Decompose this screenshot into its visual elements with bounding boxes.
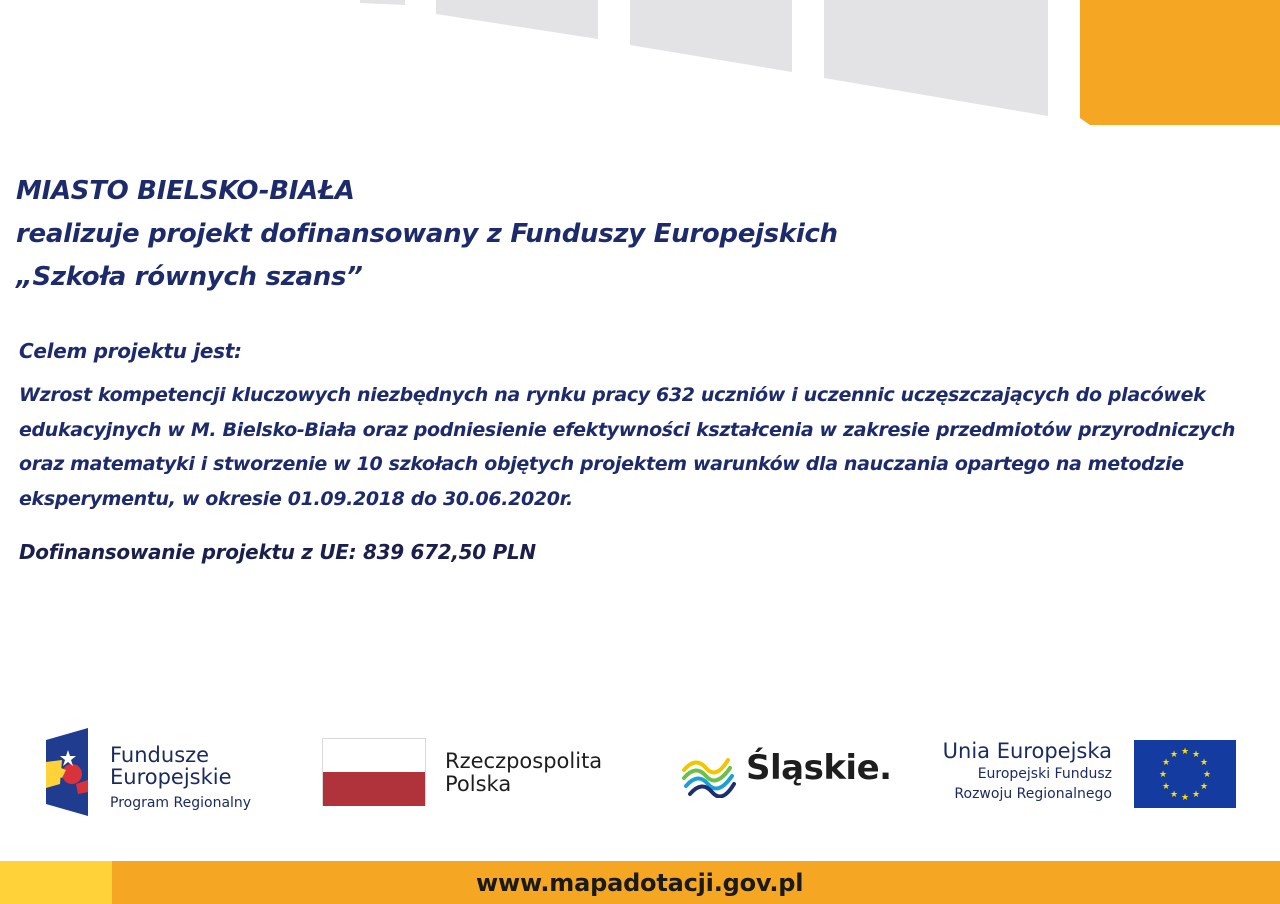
svg-text:★: ★ xyxy=(1161,758,1171,768)
footer-yellow-accent xyxy=(0,861,112,904)
orange-panel xyxy=(1080,0,1280,125)
svg-text:★: ★ xyxy=(1199,758,1209,768)
header-city: MIASTO BIELSKO-BIAŁA xyxy=(16,176,355,206)
rp-line1: Rzeczpospolita xyxy=(445,749,603,773)
header-block xyxy=(16,170,1276,299)
eu-text-block xyxy=(943,738,1112,804)
svg-text:★: ★ xyxy=(1202,770,1212,780)
fe-title-line2: Europejskie xyxy=(110,765,232,789)
svg-text:★: ★ xyxy=(1169,750,1179,760)
rp-line2: Polska xyxy=(445,772,512,796)
rzeczpospolita-polska-logo xyxy=(322,738,632,810)
unia-europejska-logo xyxy=(930,738,1240,810)
rp-text-block xyxy=(445,750,602,796)
footer-url: www.mapadotacji.gov.pl xyxy=(476,869,804,897)
polish-flag-icon xyxy=(322,738,426,806)
goal-label: Celem projektu jest: xyxy=(19,339,242,363)
slaskie-logo xyxy=(680,746,890,802)
top-decoration xyxy=(0,0,1280,140)
svg-text:★: ★ xyxy=(1199,782,1209,792)
fe-subtitle: Program Regionalny xyxy=(110,795,252,811)
grey-panel-4 xyxy=(824,0,1048,116)
svg-text:★: ★ xyxy=(1158,770,1168,780)
svg-text:★: ★ xyxy=(1191,790,1201,800)
grey-panel-1 xyxy=(360,0,405,5)
slaskie-text: Śląskie. xyxy=(746,748,892,788)
svg-text:★: ★ xyxy=(1169,790,1179,800)
fundusze-europejskie-logo xyxy=(42,726,272,818)
fe-title-line1: Fundusze xyxy=(110,743,210,767)
footer-bar xyxy=(0,861,1280,904)
logos-row xyxy=(0,720,1280,830)
goal-text: Wzrost kompetencji kluczowych niezbędnych na rynku pracy 632 uczniów i uczennic uczęszczających do placówek edukacyjnych w M. Bielsko-Biała oraz podniesienie efektywności kształcenia w zakresie przedmiotów przyrodniczych oraz matematyki i stworzenie w 10 szkołach objętych projektem warunków dla nauczania opartego na metodzie eksperymentu, w okresie 01.09.2018 do 30.06.2020r. xyxy=(19,384,1236,510)
header-project-name: „Szkoła równych szans” xyxy=(16,262,363,292)
grey-panel-2 xyxy=(436,0,598,39)
fundusze-europejskie-icon xyxy=(42,726,92,818)
svg-text:★: ★ xyxy=(1180,747,1190,757)
svg-text:★: ★ xyxy=(1180,793,1190,803)
eu-subtitle-line2: Rozwoju Regionalnego xyxy=(954,786,1112,802)
grey-panel-3 xyxy=(630,0,792,72)
header-subtitle: realizuje projekt dofinansowany z Funduszy Europejskich xyxy=(16,219,838,249)
slaskie-waves-icon xyxy=(680,746,736,798)
funding-amount: Dofinansowanie projektu z UE: 839 672,50 PLN xyxy=(19,540,536,564)
eu-title: Unia Europejska xyxy=(942,739,1112,763)
svg-text:★: ★ xyxy=(1161,782,1171,792)
eu-subtitle-line1: Europejski Fundusz xyxy=(977,766,1112,782)
fe-text-block xyxy=(110,744,251,814)
svg-text:★: ★ xyxy=(1191,750,1201,760)
eu-flag-icon xyxy=(1134,740,1236,808)
